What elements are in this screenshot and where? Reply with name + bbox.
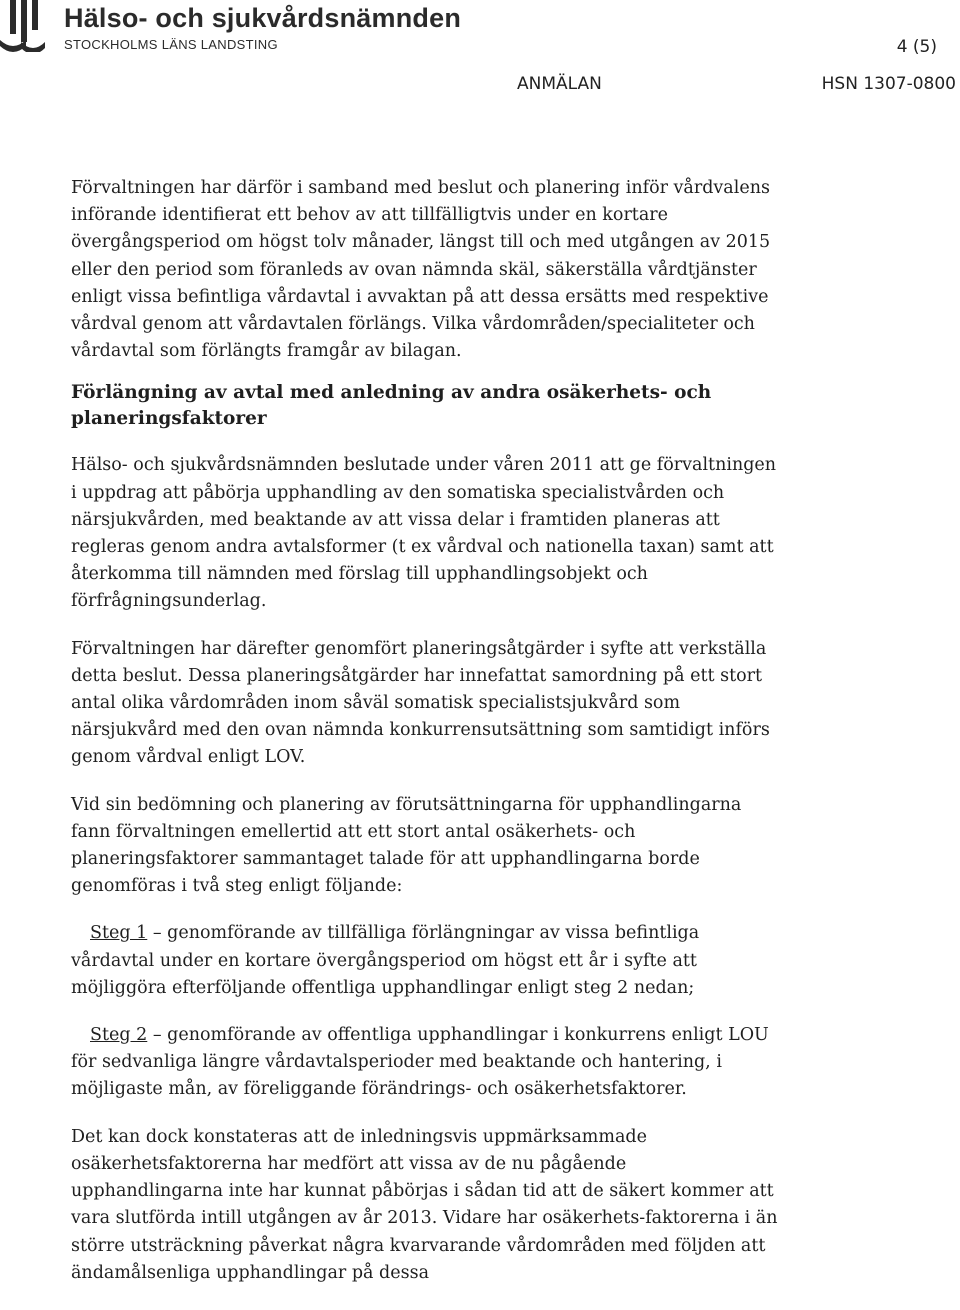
step-1-label: Steg 1 <box>90 923 148 944</box>
document-reference: HSN 1307-0800 <box>821 74 956 94</box>
step-2-label: Steg 2 <box>90 1025 148 1046</box>
step-1-item <box>71 920 781 1002</box>
paragraph: Förvaltningen har därför i samband med beslut och planering inför vårdvalens införande identifierat ett behov av att tillfälligtvis under en kortare övergångsperiod om högst tolv månader, längst till och med utgången av 2015 eller den period som föranleds av ovan nämnda skäl, säkerställa vårdtjänster enligt vissa befintliga vårdavtal i avvaktan på att dessa ersätts med respektive vårdval genom att vårdavtalen förlängs. Vilka vårdområden/specialiteter och vårdavtal som förlängts framgår av bilagan. <box>71 178 771 362</box>
org-subtitle: STOCKHOLMS LÄNS LANDSTING <box>64 37 278 52</box>
page-number: 4 (5) <box>896 37 937 57</box>
org-name: Hälso- och sjukvårdsnämnden <box>64 3 462 33</box>
document-type: ANMÄLAN <box>517 74 602 94</box>
paragraph: Hälso- och sjukvårdsnämnden beslutade under våren 2011 att ge förvaltningen i uppdrag att påbörja upphandling av den somatiska specialistvården och närsjukvården, med beaktande av att vissa delar i framtiden planeras att regleras genom andra avtalsformer (t ex vårdval och nationella taxan) samt att återkomma till nämnden med förslag till upphandlingsobjekt och förfrågningsunderlag. <box>71 455 777 612</box>
document-body <box>71 175 781 1287</box>
section-heading: Förlängning av avtal med anledning av andra osäkerhets- och planeringsfaktorer <box>71 382 712 430</box>
step-1-text: – genomförande av tillfälliga förlängningar av vissa befintliga vårdavtal under en kortare övergångsperiod om högst ett år i syfte att möjliggöra efterföljande offentliga upphandlingar enligt steg 2 nedan; <box>71 923 700 998</box>
step-2-item <box>71 1022 781 1104</box>
sll-logo <box>0 0 46 52</box>
step-2-text: – genomförande av offentliga upphandlingar i konkurrens enligt LOU för sedvanliga längre vårdavtalsperioder med beaktande och hantering, i möjligaste mån, av föreliggande förändrings- och osäkerhetsfaktorer. <box>71 1025 769 1100</box>
paragraph: Det kan dock konstateras att de inledningsvis uppmärksammade osäkerhetsfaktorerna har medfört att vissa av de nu pågående upphandlingarna inte har kunnat påbörjas i sådan tid att de säkert kommer att vara slutförda intill utgången av år 2013. Vidare har osäkerhets-faktorerna i än större utsträckning påverkat några kvarvarande vårdområden med följden att ändamålsenliga upphandlingar på dessa <box>71 1126 778 1283</box>
paragraph: Förvaltningen har därefter genomfört planeringsåtgärder i syfte att verkställa detta beslut. Dessa planeringsåtgärder har innefattat samordning på ett stort antal olika vårdområden inom såväl somatisk specialistsjukvård som närsjukvård med den ovan nämnda konkurrensutsättning som samtidigt införs genom vårdval enligt LOV. <box>71 638 770 768</box>
paragraph: Vid sin bedömning och planering av förutsättningarna för upphandlingarna fann förvaltningen emellertid att ett stort antal osäkerhets- och planeringsfaktorer sammantaget talade för att upphandlingarna borde genomföras i två steg enligt följande: <box>71 794 742 897</box>
